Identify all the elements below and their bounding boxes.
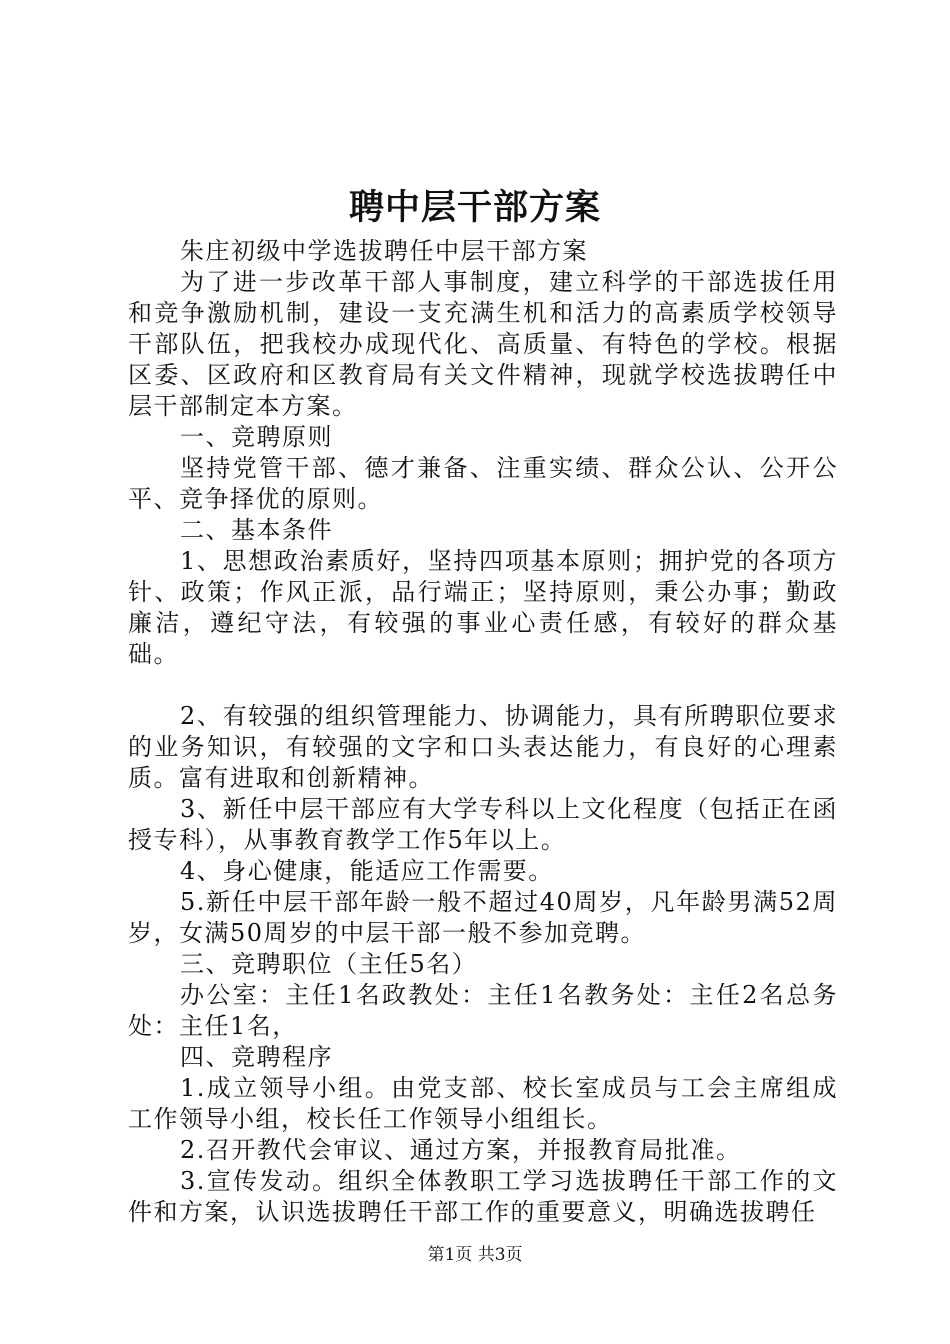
- paragraph-condition-1: 1、思想政治素质好，坚持四项基本原则；拥护党的各项方针、政策；作风正派，品行端正；坚持原则，秉公办事；勤政廉洁，遵纪守法，有较强的事业心责任感，有较好的群众基础。: [128, 547, 838, 668]
- section-heading-procedure: 四、竞聘程序: [180, 1043, 333, 1071]
- section-heading-positions: 三、竞聘职位（主任5名）: [180, 950, 478, 978]
- paragraph-condition-2: 2、有较强的组织管理能力、协调能力，具有所聘职位要求的业务知识，有较强的文字和口头表达能力，有良好的心理素质。富有进取和创新精神。: [128, 702, 838, 792]
- document-body: [128, 236, 838, 1228]
- paragraph-condition-5: 5.新任中层干部年龄一般不超过40周岁，凡年龄男满52周岁，女满50周岁的中层干部一般不参加竞聘。: [128, 888, 838, 947]
- paragraph-intro: 为了进一步改革干部人事制度，建立科学的干部选拔任用和竞争激励机制，建设一支充满生机和活力的高素质学校领导干部队伍，把我校办成现代化、高质量、有特色的学校。根据区委、区政府和区教育局有关文件精神，现就学校选拔聘任中层干部制定本方案。: [128, 268, 838, 420]
- paragraph-condition-3: 3、新任中层干部应有大学专科以上文化程度（包括正在函授专科），从事教育教学工作5年以上。: [128, 795, 838, 854]
- paragraph-procedure-3: 3.宣传发动。组织全体教职工学习选拔聘任干部工作的文件和方案，认识选拔聘任干部工作的重要意义，明确选拔聘任: [128, 1167, 838, 1226]
- paragraph-school-plan-heading: 朱庄初级中学选拔聘任中层干部方案: [180, 237, 588, 265]
- page-title: 聘中层干部方案: [348, 187, 601, 228]
- paragraph-principles: 坚持党管干部、德才兼备、注重实绩、群众公认、公开公平、竞争择优的原则。: [128, 454, 838, 513]
- paragraph-positions: 办公室：主任1名政教处：主任1名教务处：主任2名总务处：主任1名，: [128, 981, 838, 1040]
- page-footer: 第1页 共3页: [427, 1245, 523, 1265]
- section-heading-principles: 一、竞聘原则: [180, 423, 333, 451]
- paragraph-condition-4: 4、身心健康，能适应工作需要。: [180, 857, 554, 885]
- section-heading-conditions: 二、基本条件: [180, 516, 333, 544]
- paragraph-procedure-2: 2.召开教代会审议、通过方案，并报教育局批准。: [180, 1136, 742, 1164]
- paragraph-procedure-1: 1.成立领导小组。由党支部、校长室成员与工会主席组成工作领导小组，校长任工作领导小组组长。: [128, 1074, 838, 1133]
